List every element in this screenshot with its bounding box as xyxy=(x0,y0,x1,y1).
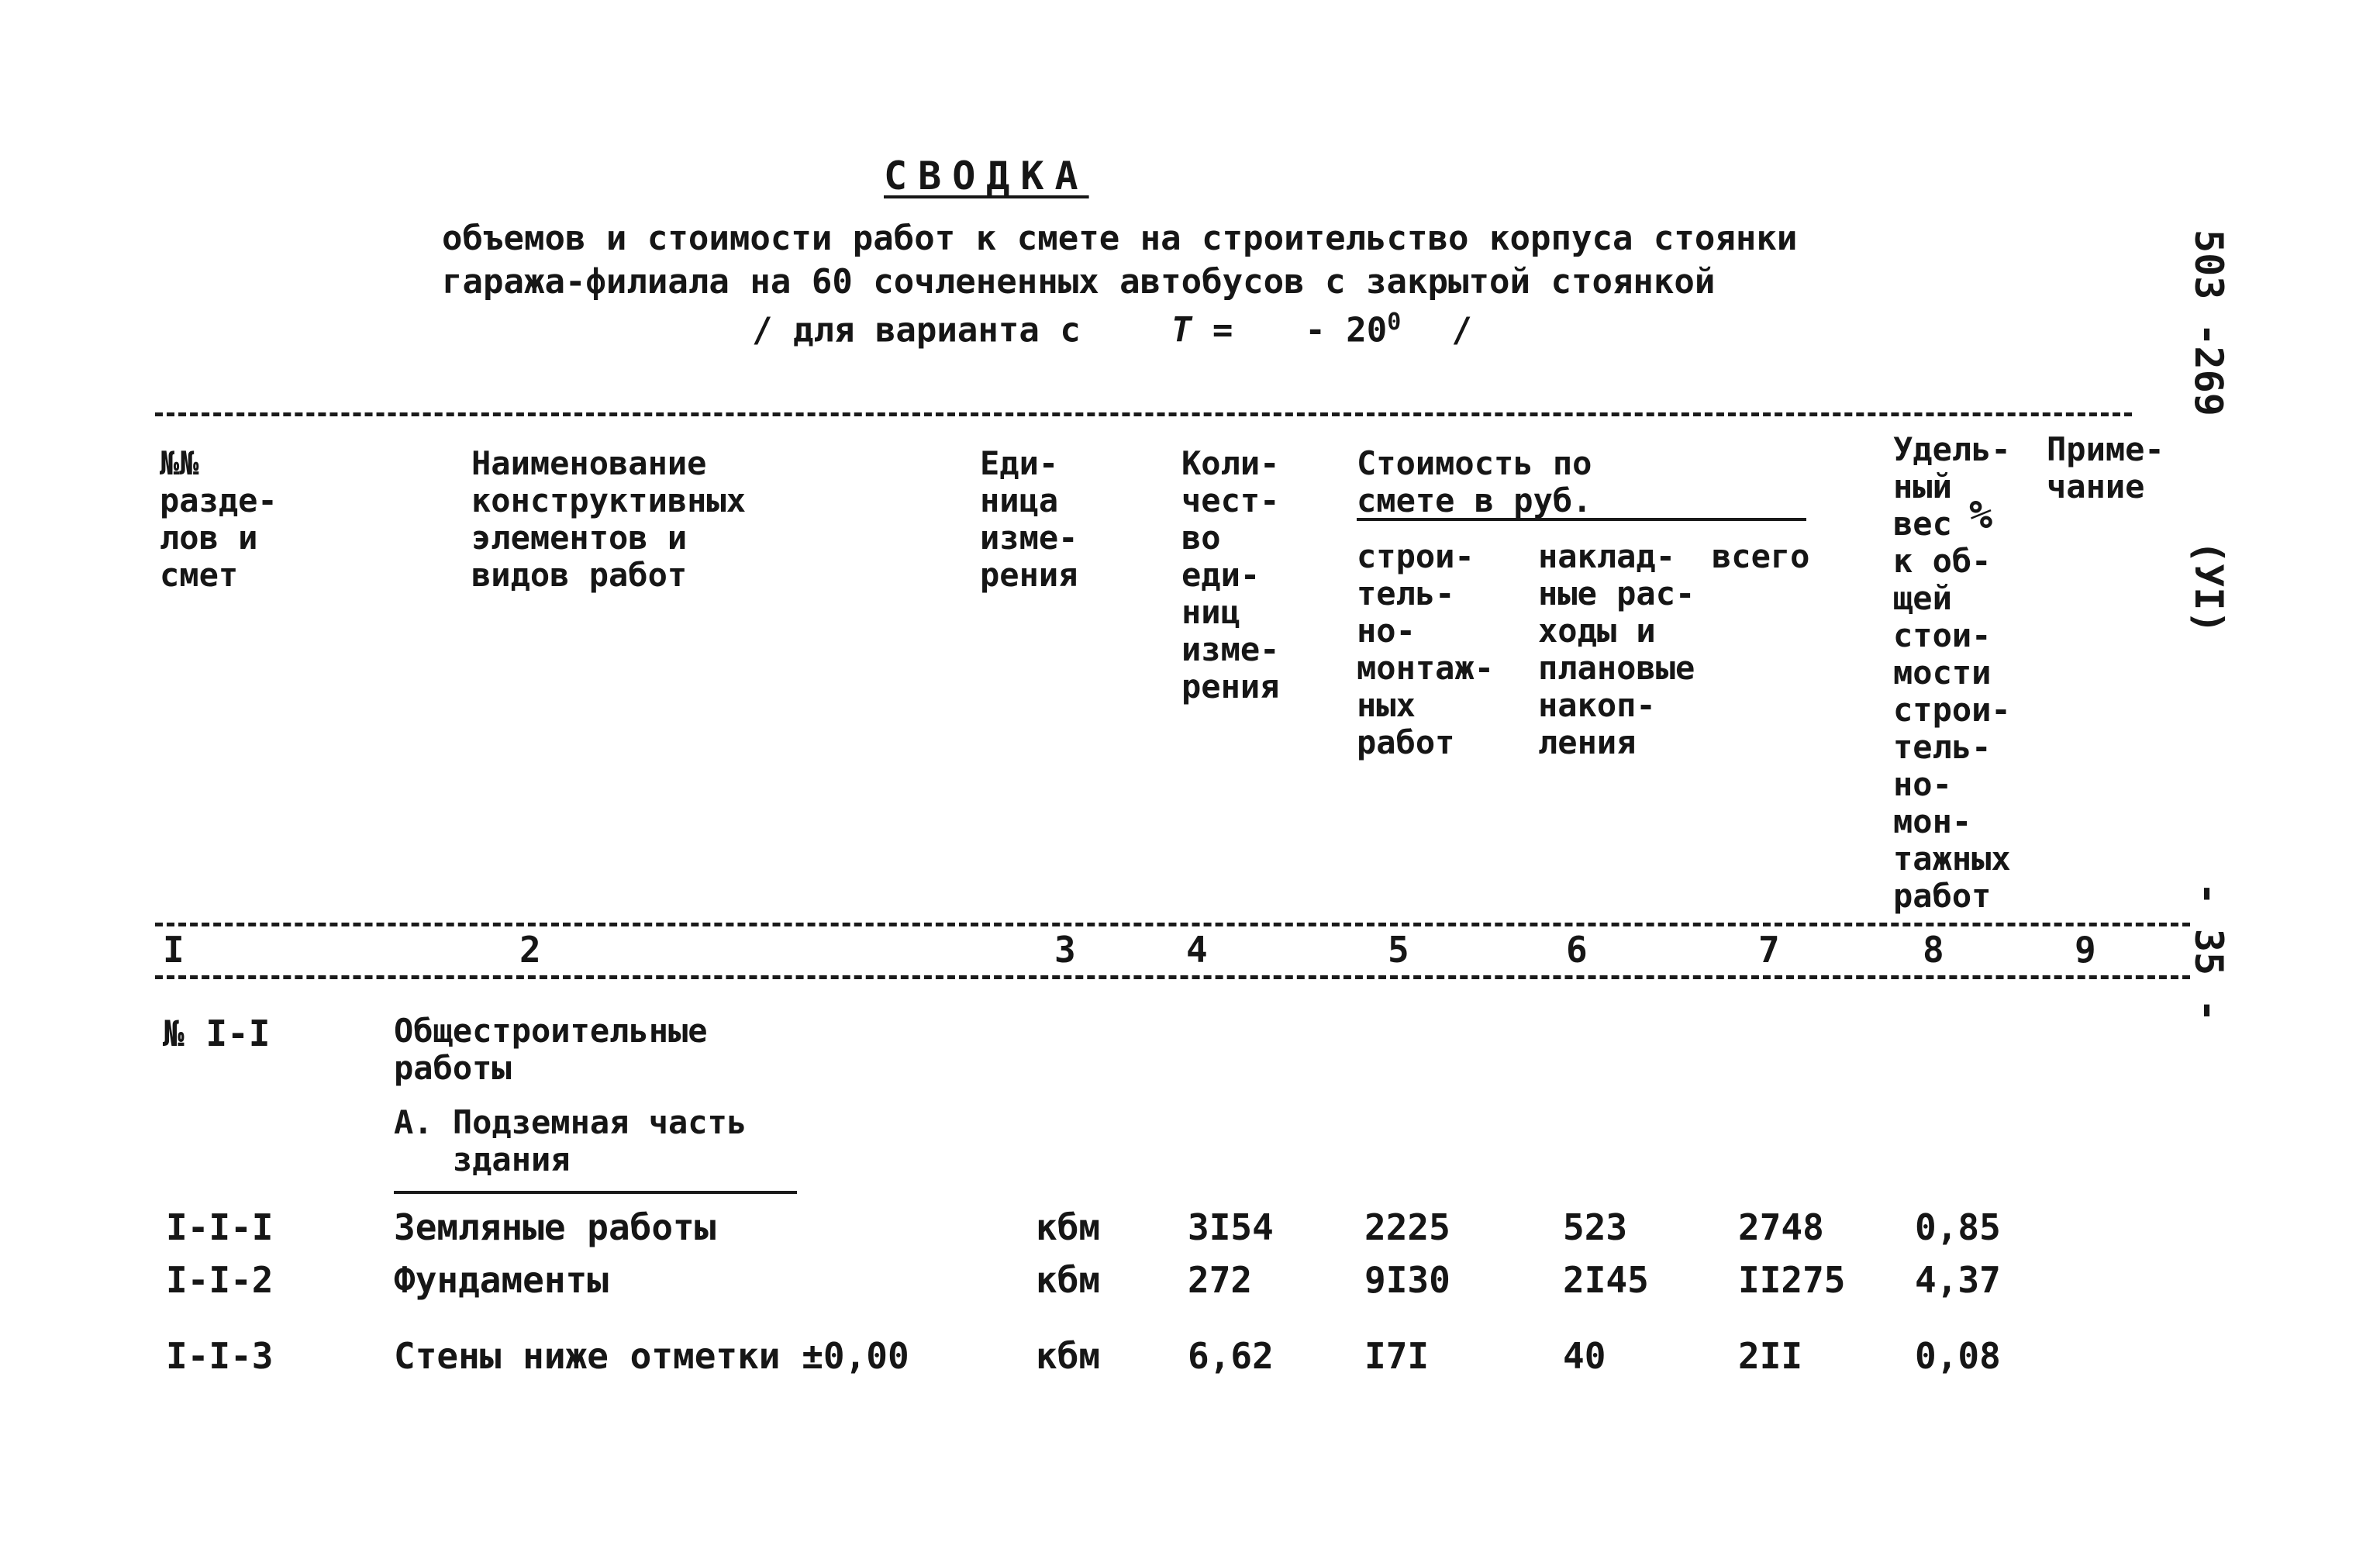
variant-value: - 20 xyxy=(1305,310,1388,350)
header-share-ves: вес xyxy=(1893,505,1952,543)
row-name: Стены ниже отметки ±0,00 xyxy=(394,1335,909,1377)
header-name: Наименование конструктивных элементов и видов работ xyxy=(471,444,747,594)
header-total: всего xyxy=(1712,537,1810,575)
row-unit: кбм xyxy=(1036,1335,1101,1377)
row-code: I-I-2 xyxy=(166,1259,274,1301)
header-cost-group: Стоимость по смете в руб. xyxy=(1357,444,1592,519)
subtitle-line-2: гаража-филиала на 60 сочлененных автобусов с закрытой стоянкой xyxy=(442,262,1716,302)
column-number-4: 4 xyxy=(1186,929,1208,971)
column-number-8: 8 xyxy=(1923,929,1944,971)
subsection-name: А. Подземная часть здания xyxy=(394,1103,747,1178)
page-number: - 35 - xyxy=(2186,882,2231,1023)
header-quantity: Коли- чест- во еди- ниц изме- рения xyxy=(1181,444,1280,706)
row-share: 0,08 xyxy=(1915,1335,2001,1377)
cost-group-underline xyxy=(1357,518,1806,521)
row-code: I-I-I xyxy=(166,1206,274,1248)
header-unit: Еди- ница изме- рения xyxy=(980,444,1078,594)
header-share-rest: к об- щей стои- мости строи- тель- но- мон- тажных работ xyxy=(1893,542,2011,915)
document-title: СВОДКА xyxy=(884,154,1089,198)
row-total: 2748 xyxy=(1738,1206,1824,1248)
row-total: II275 xyxy=(1738,1259,1846,1301)
row-unit: кбм xyxy=(1036,1259,1101,1301)
header-share-top: Удель- ный xyxy=(1893,430,2011,505)
row-quantity: 3I54 xyxy=(1188,1206,1274,1248)
row-construction-cost: 9I30 xyxy=(1364,1259,1450,1301)
column-number-1: I xyxy=(163,929,185,971)
variant-suffix: / xyxy=(1451,310,1472,350)
header-section-number: №№ разде- лов и смет xyxy=(160,444,278,594)
row-quantity: 6,62 xyxy=(1188,1335,1274,1377)
row-name: Фундаменты xyxy=(394,1259,609,1301)
row-code: I-I-3 xyxy=(166,1335,274,1377)
row-name: Земляные работы xyxy=(394,1206,716,1248)
variant-prefix: / для варианта с xyxy=(752,310,1081,350)
column-numbers-bottom-rule xyxy=(155,975,2190,979)
subtitle-line-1: объемов и стоимости работ к смете на строительство корпуса стоянки xyxy=(442,219,1798,258)
subsection-underline xyxy=(394,1191,797,1194)
column-numbers-top-rule xyxy=(155,923,2190,926)
document-code-suffix: (УI) xyxy=(2186,540,2231,634)
section-code: № I-I xyxy=(163,1013,271,1054)
column-number-9: 9 xyxy=(2075,929,2096,971)
row-share: 0,85 xyxy=(1915,1206,2001,1248)
column-number-2: 2 xyxy=(519,929,541,971)
row-overhead: 2I45 xyxy=(1563,1259,1649,1301)
column-number-5: 5 xyxy=(1388,929,1409,971)
side-label xyxy=(2186,229,2231,1022)
header-construction-cost: строи- тель- но- монтаж- ных работ xyxy=(1357,537,1495,761)
header-top-rule xyxy=(155,412,2132,416)
column-number-3: 3 xyxy=(1054,929,1076,971)
row-construction-cost: 2225 xyxy=(1364,1206,1450,1248)
row-unit: кбм xyxy=(1036,1206,1101,1248)
degree-mark: 0 xyxy=(1387,309,1402,336)
row-total: 2II xyxy=(1738,1335,1803,1377)
row-overhead: 40 xyxy=(1563,1335,1606,1377)
row-share: 4,37 xyxy=(1915,1259,2001,1301)
header-note: Приме- чание xyxy=(2047,430,2164,505)
subtitle-line-3 xyxy=(752,309,1472,350)
header-overhead: наклад- ные рас- ходы и плановые накоп- ления xyxy=(1538,537,1695,761)
column-number-7: 7 xyxy=(1758,929,1780,971)
row-quantity: 272 xyxy=(1188,1259,1253,1301)
column-number-6: 6 xyxy=(1566,929,1588,971)
header-share-percent: % xyxy=(1969,492,1993,537)
variant-symbol: T = xyxy=(1171,310,1233,350)
section-name: Общестроительные работы xyxy=(394,1012,708,1087)
row-overhead: 523 xyxy=(1563,1206,1628,1248)
row-construction-cost: I7I xyxy=(1364,1335,1430,1377)
document-code: 503 -269 xyxy=(2186,229,2231,416)
